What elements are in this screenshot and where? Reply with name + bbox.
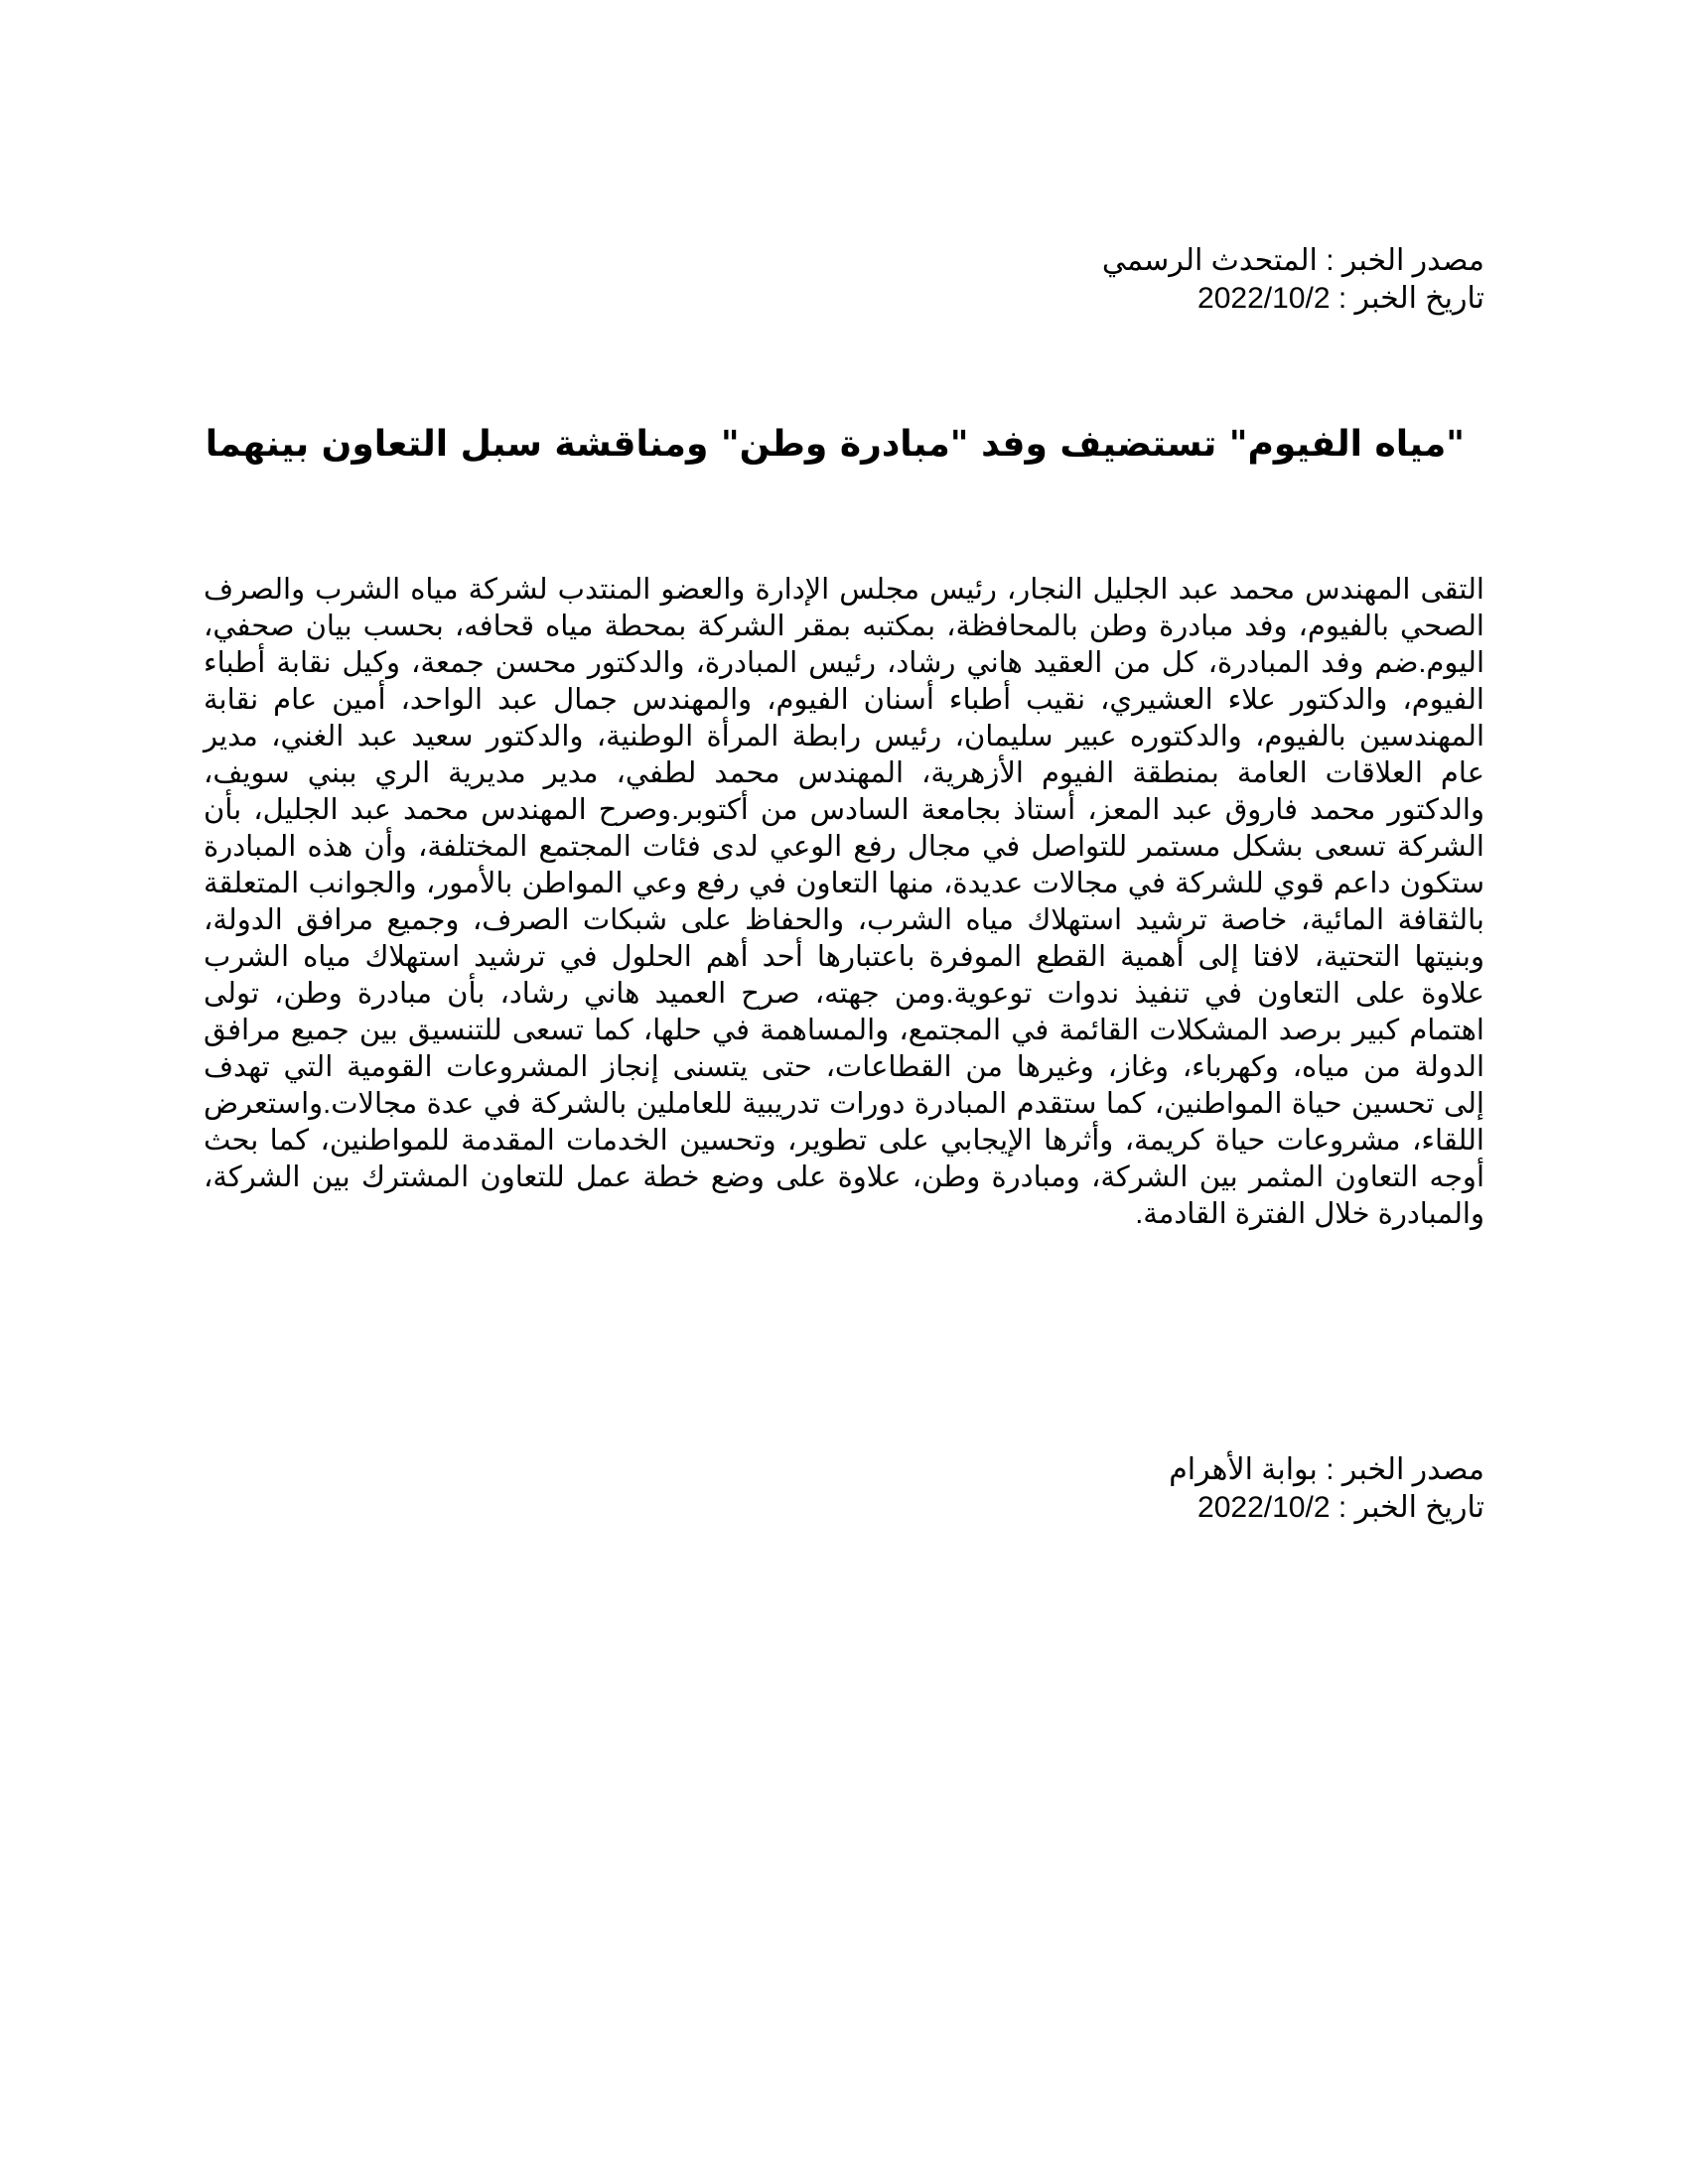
article-body-line: علاوة على التعاون في تنفيذ ندوات توعوية.ومن جهته، صرح العميد هاني رشاد، بأن مبادرة وطن، تولى <box>204 978 1485 1010</box>
article-body <box>204 572 1484 1233</box>
news-source-line: مصدر الخبر : المتحدث الرسمي <box>1101 244 1484 277</box>
article-body-line: أوجه التعاون المثمر بين الشركة، ومبادرة وطن، علاوة على وضع خطة عمل للتعاون المشترك بين الشركة، <box>204 1161 1484 1193</box>
article-body-line: اللقاء، مشروعات حياة كريمة، وأثرها الإيجابي على تطوير، وتحسين الخدمات المقدمة للمواطنين، كما بحث <box>204 1125 1484 1157</box>
news-header-meta <box>293 242 1484 318</box>
news-footer-meta <box>293 1451 1484 1527</box>
article-body-line: الفيوم، والدكتور علاء العشيري، نقيب أطباء أسنان الفيوم، والمهندس جمال عبد الواحد، أمين عام نقابة <box>204 684 1484 716</box>
article-body-line: عام العلاقات العامة بمنطقة الفيوم الأزهرية، المهندس محمد لطفي، مدير مديرية الري ببني سويف، <box>204 757 1484 789</box>
article-body-line: المهندسين بالفيوم، والدكتوره عبير سليمان، رئيس رابطة المرأة الوطنية، والدكتور سعيد عبد الغني، مدير <box>204 721 1484 752</box>
article-body-line: الصحي بالفيوم، وفد مبادرة وطن بالمحافظة، بمكتبه بمقر الشركة بمحطة مياه قحافه، بحسب بيان صحفي، <box>204 611 1484 642</box>
article-body-line: ستكون داعم قوي للشركة في مجالات عديدة، منها التعاون في رفع وعي المواطن بالأمور، والجوانب المتعلقة <box>204 868 1484 899</box>
article-body-line: والمبادرة خلال الفترة القادمة. <box>1135 1198 1484 1230</box>
article-body-line: اليوم.ضم وفد المبادرة، كل من العقيد هاني رشاد، رئيس المبادرة، والدكتور محسن جمعة، وكيل نقابة أطباء <box>204 647 1484 679</box>
news-date-line: تاريخ الخبر : 2022/10/2 <box>1197 282 1484 315</box>
article-body-line: وبنيتها التحتية، لافتا إلى أهمية القطع الموفرة باعتبارها أحد أهم الحلول في ترشيد استهلاك مياه الشرب <box>204 941 1484 973</box>
article-title: "مياه الفيوم" تستضيف وفد "مبادرة وطن" ومناقشة سبل التعاون بينهما <box>205 424 1465 465</box>
article-body-line: الشركة تسعى بشكل مستمر للتواصل في مجال رفع الوعي لدى فئات المجتمع المختلفة، وأن هذه المبادرة <box>204 831 1484 863</box>
article-body-line: إلى تحسين حياة المواطنين، كما ستقدم المبادرة دورات تدريبية للعاملين بالشركة في عدة مجالات.واستعرض <box>204 1088 1484 1120</box>
news-source-line: مصدر الخبر : بوابة الأهرام <box>1169 1453 1484 1486</box>
news-date-line: تاريخ الخبر : 2022/10/2 <box>1197 1491 1484 1524</box>
article-body-line: اهتمام كبير برصد المشكلات القائمة في المجتمع، والمساهمة في حلها، كما تسعى للتنسيق بين جميع مرافق <box>204 1015 1484 1046</box>
article-body-line: التقى المهندس محمد عبد الجليل النجار، رئيس مجلس الإدارة والعضو المنتدب لشركة مياه الشرب والصرف <box>204 574 1484 606</box>
article-body-line: الدولة من مياه، وكهرباء، وغاز، وغيرها من القطاعات، حتى يتسنى إنجاز المشروعات القومية التي تهدف <box>204 1051 1484 1083</box>
article-body-line: بالثقافة المائية، خاصة ترشيد استهلاك مياه الشرب، والحفاظ على شبكات الصرف، وجميع مرافق الدولة، <box>204 904 1484 936</box>
article-body-line: والدكتور محمد فاروق عبد المعز، أستاذ بجامعة السادس من أكتوبر.وصرح المهندس محمد عبد الجليل، بأن <box>204 794 1484 826</box>
